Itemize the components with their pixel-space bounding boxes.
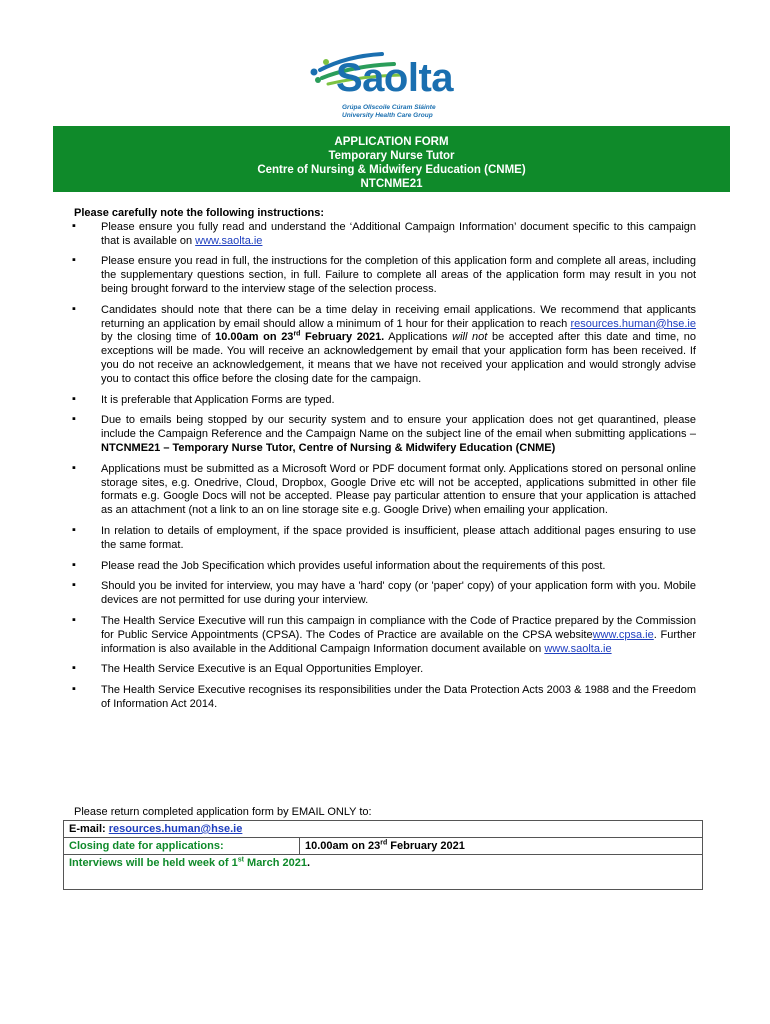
saolta-link[interactable]: www.saolta.ie [544,642,612,655]
banner-department: Centre of Nursing & Midwifery Education (CNME) [257,164,526,176]
email-row: E-mail: resources.human@hse.ie [64,821,703,838]
submission-info-table [63,820,703,890]
logo-wordmark: Saolta [336,56,454,100]
list-item: ▪ In relation to details of employment, if the space provided is insufficient, please attach additional pages ensuring to use the same format. [74,525,696,553]
closing-date-value: 10.00am on 23rd February 2021 [300,838,703,855]
list-item: ▪ Please read the Job Specification which provides useful information about the requirements of this post. [74,560,696,574]
list-item: ▪ Please ensure you fully read and understand the ‘Additional Campaign Information’ document specific to this campaign that is available on www.saolta.ie [74,221,696,249]
form-title-banner [53,126,730,192]
logo-subtitle-english: University Health Care Group [342,112,433,119]
instructions-section [74,207,696,719]
list-item: ▪ The Health Service Executive will run this campaign in compliance with the Code of Practice prepared by the Commission for Public Service Appointments (CPSA). The Codes of Practice are available on the CPSA websitewww.cpsa.ie. Further information is also available in the Additional Campaign Information document available on www.saolta.ie [74,615,696,656]
closing-date-label: Closing date for applications: [64,838,300,855]
logo-subtitle-irish: Grúpa Ollscoile Cúram Sláinte [342,104,436,111]
list-item: ▪ Should you be invited for interview, you may have a 'hard' copy (or 'paper' copy) of your application form with you. Mobile devices are not permitted for use during your interview. [74,580,696,608]
list-item: ▪ The Health Service Executive recognises its responsibilities under the Data Protection Acts 2003 & 1988 and the Freedom of Information Act 2014. [74,684,696,712]
banner-post-title: Temporary Nurse Tutor [328,150,455,162]
list-item: ▪ Applications must be submitted as a Microsoft Word or PDF document format only. Applications stored on personal online storage sites, e.g. Onedrive, Cloud, Dropbox, Google Drive etc will not be accepted, applications submitted in other file formats e.g. Google Docs will not be accepted. Please pay particular attention to ensure that your application is attached as an attachment (not a link to an on line storage site e.g. Google Drive) when emailing your application. [74,463,696,518]
return-note: Please return completed application form by EMAIL ONLY to: [74,806,372,818]
list-item: ▪ Candidates should note that there can be a time delay in receiving email applications. We recommend that applicants returning an application by email should allow a minimum of 1 hour for their application to reach resources.human@hse.ie by the closing time of 10.00am on 23rd February 2021. Applications will not be accepted after this date and time, no exceptions will be made. You will receive an acknowledgement by email that your application form has been received. If you do not receive an acknowledgement, it means that we have not received your application and would strongly advise you to contact this office before the closing date for the campaign. [74,304,696,387]
instructions-list [74,221,696,712]
cpsa-link[interactable]: www.cpsa.ie [592,628,654,641]
instructions-heading: Please carefully note the following instructions: [74,207,324,219]
interview-date-row: Interviews will be held week of 1st March 2021. [64,855,703,890]
banner-form-label: APPLICATION FORM [334,136,449,148]
saolta-logo [292,48,482,124]
list-item: ▪ It is preferable that Application Forms are typed. [74,394,696,408]
saolta-link[interactable]: www.saolta.ie [195,234,263,247]
banner-reference: NTCNME21 [360,178,423,190]
list-item: ▪ The Health Service Executive is an Equal Opportunities Employer. [74,663,696,677]
list-item: ▪ Due to emails being stopped by our security system and to ensure your application does not get quarantined, please include the Campaign Reference and the Campaign Name on the subject line of the email when submitting applications – NTCNME21 – Temporary Nurse Tutor, Centre of Nursing & Midwifery Education (CNME) [74,414,696,455]
hr-email-link[interactable]: resources.human@hse.ie [570,317,696,330]
list-item: ▪ Please ensure you read in full, the instructions for the completion of this application form and complete all areas, including the supplementary questions section, in full. Failure to complete all areas of the application form may result in you not being brought forward to the interview stage of the selection process. [74,255,696,296]
submission-email-link[interactable]: resources.human@hse.ie [108,823,243,835]
